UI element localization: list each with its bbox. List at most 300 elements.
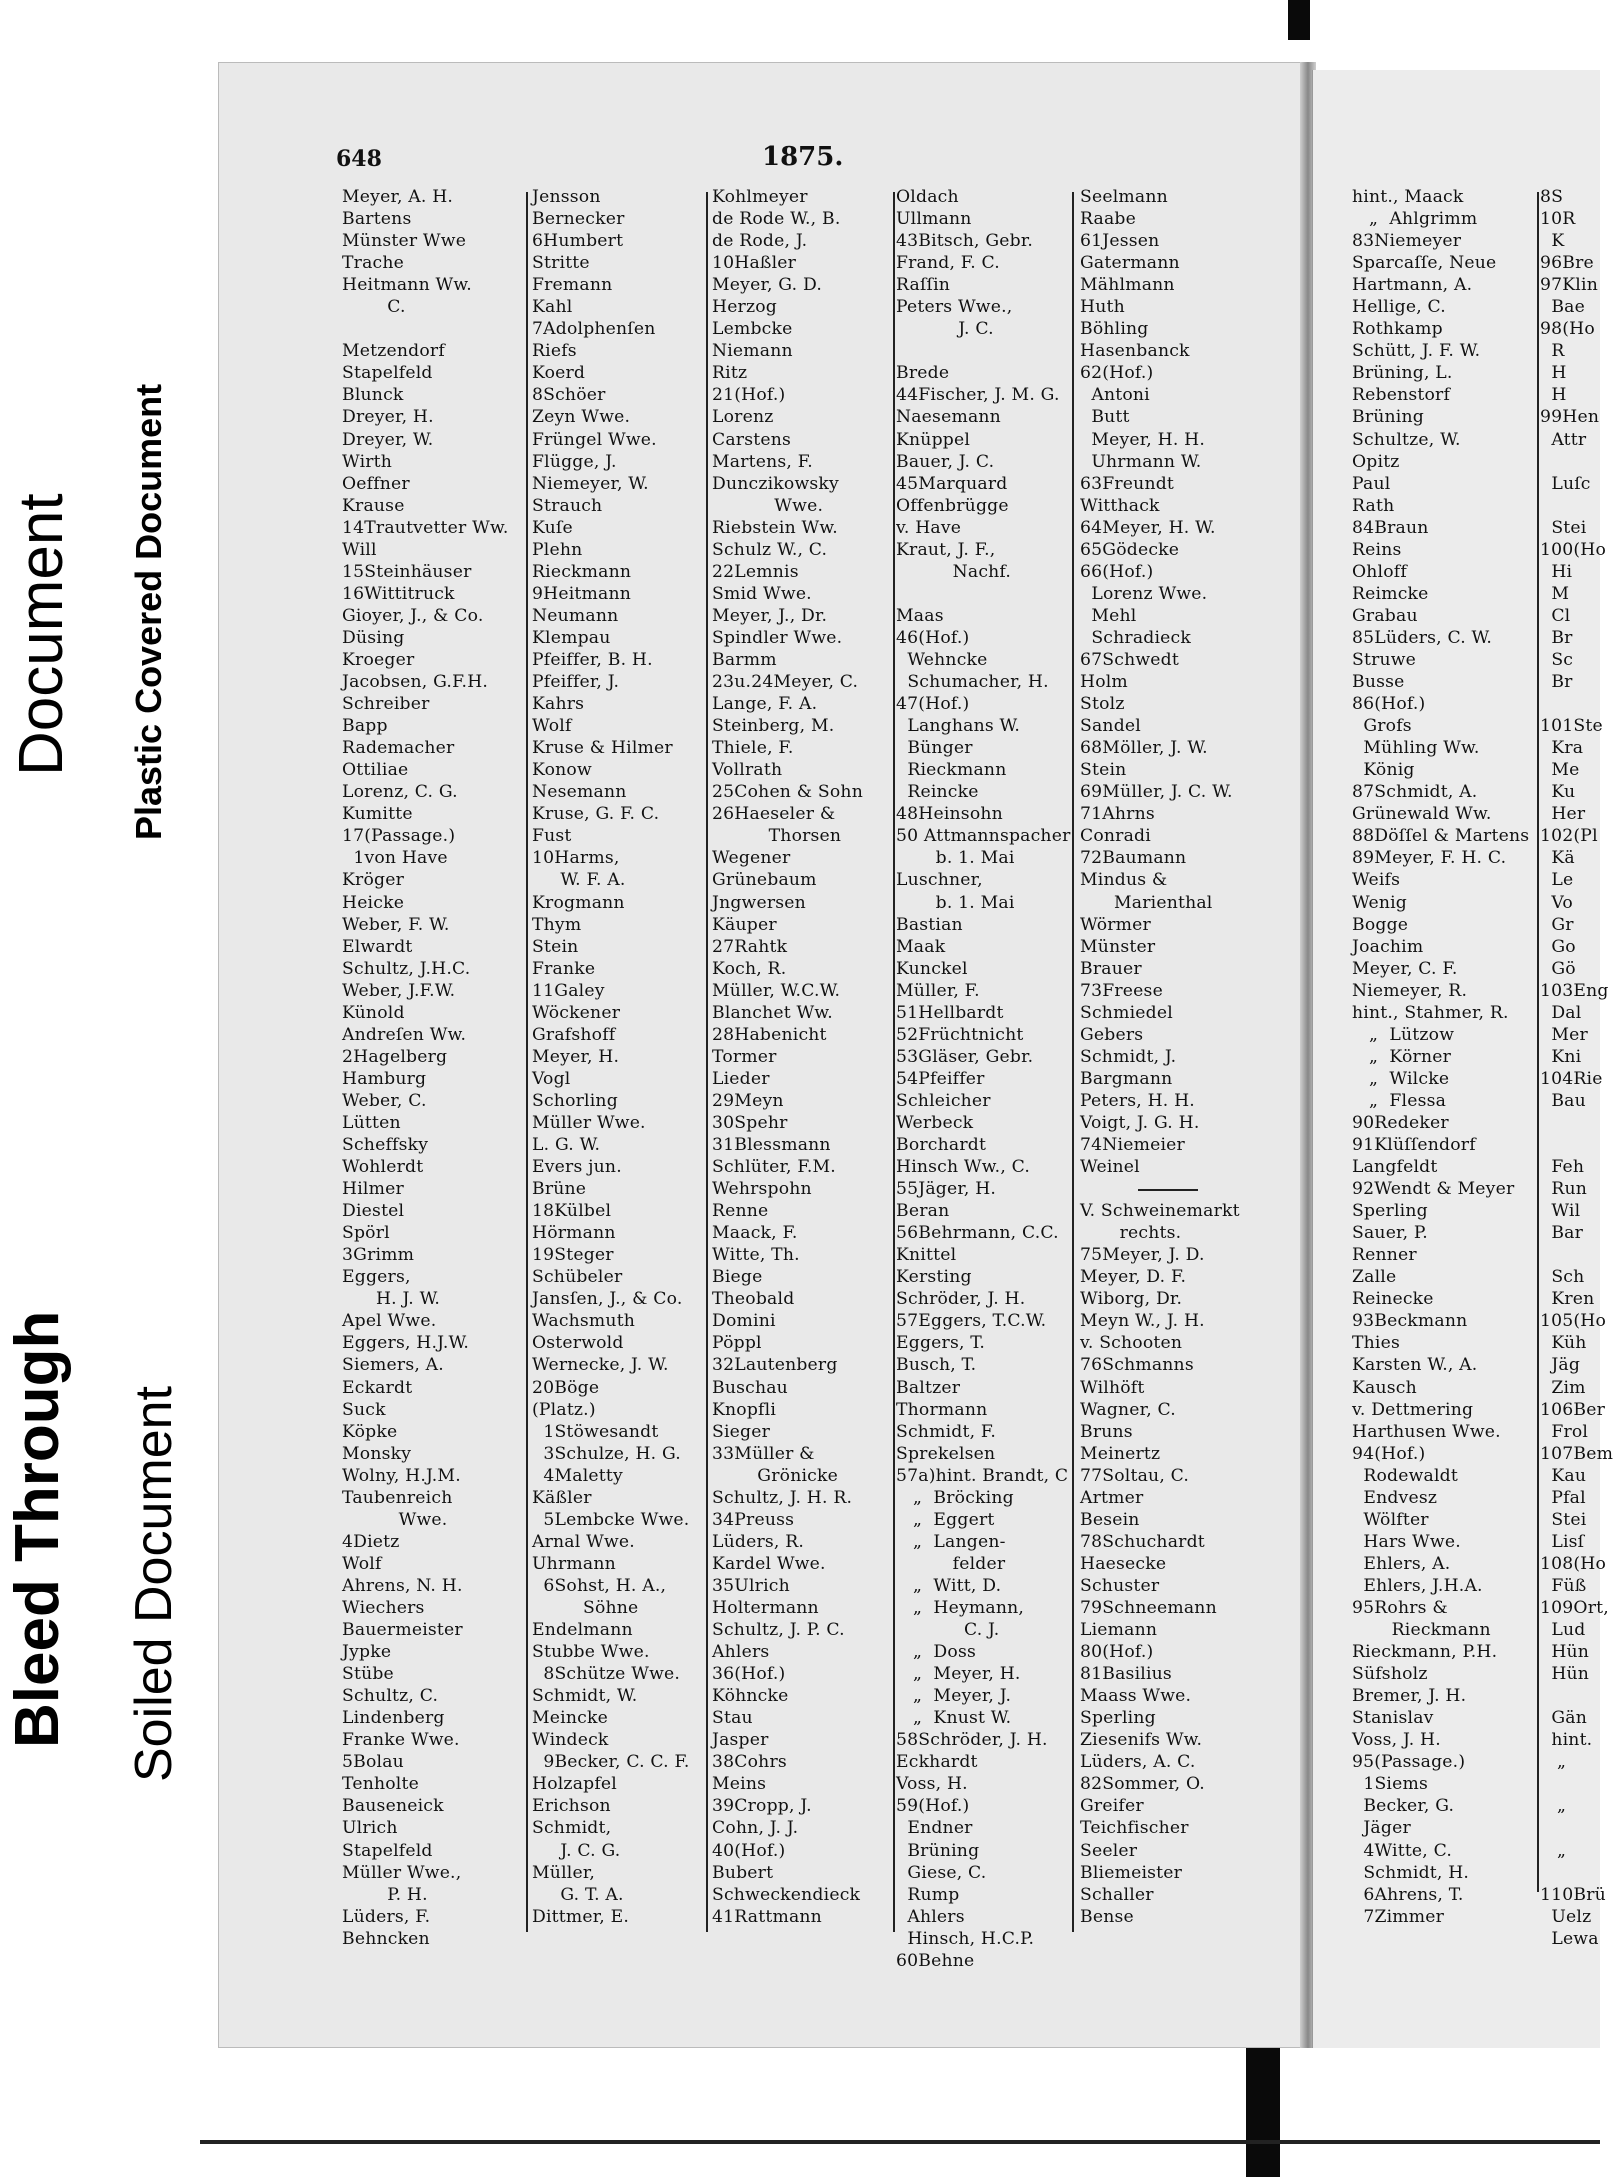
directory-entry: Weifs xyxy=(1352,870,1401,891)
directory-entry: Lud xyxy=(1540,1620,1586,1641)
directory-entry: Ahlers xyxy=(896,1906,965,1927)
directory-entry: Schmidt, H. xyxy=(1352,1862,1470,1883)
directory-entry: Brüning xyxy=(896,1840,980,1861)
directory-entry: Künold xyxy=(342,1002,405,1023)
directory-entry: 16Wittitruck xyxy=(342,583,455,604)
directory-entry: b. 1. Mai xyxy=(896,848,1015,869)
directory-entry: Hörmann xyxy=(532,1223,616,1244)
directory-entry: W. F. A. xyxy=(532,870,626,891)
directory-entry: Naesemann xyxy=(896,407,1001,428)
directory-entry: Sch xyxy=(1540,1267,1585,1288)
directory-entry: Söhne xyxy=(532,1598,639,1618)
directory-entry: Grönicke xyxy=(712,1465,838,1486)
directory-entry: 103Eng xyxy=(1540,980,1609,1001)
directory-entry: Nachf. xyxy=(896,561,1012,582)
directory-entry: 7Adolphenſen xyxy=(532,319,656,340)
directory-entry: Lüders, A. C. xyxy=(1080,1752,1196,1773)
directory-entry: Monsky xyxy=(342,1443,412,1464)
directory-entry: 61Jessen xyxy=(1080,231,1160,252)
directory-entry: Meyer, A. H. xyxy=(342,187,454,207)
directory-entry: Ehlers, A. xyxy=(1352,1553,1451,1574)
directory-entry: Borchardt xyxy=(896,1135,987,1156)
directory-entry: Bae xyxy=(1540,297,1585,318)
bleed-through-label: Bleed Through xyxy=(3,1310,72,1748)
directory-entry: 11Galey xyxy=(532,980,605,1001)
directory-entry: 25Cohen & Sohn xyxy=(712,782,863,803)
directory-entry: Kersting xyxy=(896,1267,972,1288)
directory-entry: 68Möller, J. W. xyxy=(1080,738,1208,759)
directory-entry: Meyn W., J. H. xyxy=(1080,1311,1205,1332)
directory-entry: Wolf xyxy=(342,1553,382,1574)
directory-entry: Buschau xyxy=(712,1377,788,1398)
directory-entry: 91Klüſſendorf xyxy=(1352,1135,1476,1156)
directory-entry: 9Heitmann xyxy=(532,583,631,604)
directory-entry: „ Heymann, xyxy=(896,1598,1025,1618)
directory-entry: Flügge, J. xyxy=(532,451,617,472)
directory-entry: Fust xyxy=(532,826,572,847)
directory-entry: Reins xyxy=(1352,539,1402,560)
directory-entry: felder xyxy=(896,1553,1006,1574)
directory-entry xyxy=(1540,1134,1600,1156)
directory-entry: „ Doss xyxy=(896,1642,976,1663)
directory-entry: Reinecke xyxy=(1352,1289,1434,1310)
directory-entry: Mindus & xyxy=(1080,870,1168,891)
directory-entry: Rieckmann xyxy=(1352,1620,1491,1641)
directory-entry: „ xyxy=(1540,1752,1567,1773)
directory-entry: Sperling xyxy=(1080,1708,1156,1729)
directory-entry: Steinberg, M. xyxy=(712,716,835,737)
directory-entry: 69Müller, J. C. W. xyxy=(1080,782,1233,803)
directory-entry: „ xyxy=(1540,1840,1567,1861)
directory-entry: Theobald xyxy=(712,1289,795,1310)
top-black-bar xyxy=(1288,0,1310,40)
directory-entry: Bartens xyxy=(342,209,412,230)
directory-entry: Münster Wwe xyxy=(342,231,467,252)
directory-entry: 36(Hof.) xyxy=(712,1664,786,1685)
directory-entry: Spindler Wwe. xyxy=(712,627,843,648)
directory-entry: Wegener xyxy=(712,848,791,869)
directory-entry: Schütt, J. F. W. xyxy=(1352,341,1481,362)
directory-entry: „ Meyer, H. xyxy=(896,1664,1021,1685)
directory-entry: Riebstein Ww. xyxy=(712,517,838,538)
directory-entry: Her xyxy=(1540,804,1586,825)
directory-entry: Sieger xyxy=(712,1421,771,1442)
directory-entry: Schreiber xyxy=(342,694,430,715)
directory-entry: rechts. xyxy=(1080,1223,1182,1244)
directory-entry: 51Hellbardt xyxy=(896,1002,1004,1023)
directory-entry: Smid Wwe. xyxy=(712,583,812,604)
directory-entry: Artmer xyxy=(1080,1487,1144,1508)
directory-entry: Blanchet Ww. xyxy=(712,1002,833,1023)
directory-entry: 55Jäger, H. xyxy=(896,1179,997,1200)
directory-entry: 58Schröder, J. H. xyxy=(896,1730,1048,1751)
directory-column-7 xyxy=(1540,186,1613,1950)
directory-entry: Dreyer, H. xyxy=(342,407,434,428)
directory-entry: 31Blessmann xyxy=(712,1135,831,1156)
directory-entry: Gr xyxy=(1540,914,1574,935)
directory-entry: Müller Wwe. xyxy=(532,1112,646,1133)
directory-entry: 40(Hof.) xyxy=(712,1840,786,1861)
directory-entry: Besein xyxy=(1080,1509,1140,1530)
directory-entry: Wernecke, J. W. xyxy=(532,1355,669,1376)
directory-entry: Köpke xyxy=(342,1421,398,1442)
directory-entry: „ Knust W. xyxy=(896,1708,1012,1729)
directory-entry: Eckhardt xyxy=(896,1752,978,1773)
directory-entry: Voigt, J. G. H. xyxy=(1080,1112,1200,1133)
directory-entry: 97Klin xyxy=(1540,275,1598,296)
directory-entry: Dreyer, W. xyxy=(342,429,434,450)
directory-entry: 105(Ho xyxy=(1540,1311,1607,1332)
directory-entry: Konow xyxy=(532,760,592,781)
directory-entry: Br xyxy=(1540,672,1573,693)
directory-entry: 75Meyer, J. D. xyxy=(1080,1245,1205,1266)
directory-entry: Barmm xyxy=(712,649,777,670)
directory-entry: 7Zimmer xyxy=(1352,1906,1445,1927)
directory-entry: Mer xyxy=(1540,1024,1588,1045)
directory-entry: Kahrs xyxy=(532,694,585,715)
directory-entry: Tormer xyxy=(712,1046,777,1067)
directory-entry: Windeck xyxy=(532,1730,609,1751)
directory-entry: Niemeyer, W. xyxy=(532,473,649,494)
directory-column-5 xyxy=(1080,186,1260,1928)
directory-entry: Schmidt, F. xyxy=(896,1421,997,1442)
directory-entry: Wöckener xyxy=(532,1002,621,1023)
directory-entry: Siemers, A. xyxy=(342,1355,444,1376)
directory-entry: Metzendorf xyxy=(342,341,445,362)
directory-entry: Köhncke xyxy=(712,1686,789,1707)
directory-entry: 6Sohst, H. A., xyxy=(532,1575,667,1596)
directory-entry: 96Bre xyxy=(1540,253,1594,274)
directory-entry: Heicke xyxy=(342,892,405,913)
directory-entry: Teichfischer xyxy=(1080,1818,1189,1839)
directory-entry: Kruse, G. F. C. xyxy=(532,804,660,825)
directory-entry: 1Siems xyxy=(1352,1774,1429,1795)
directory-entry: Bruns xyxy=(1080,1421,1133,1442)
directory-entry: 64Meyer, H. W. xyxy=(1080,517,1216,538)
directory-entry: Suck xyxy=(342,1399,386,1420)
directory-entry: Eggers, T. xyxy=(896,1333,986,1354)
directory-entry: 57a)hint. Brandt, C xyxy=(896,1465,1069,1486)
directory-entry: Rieckmann xyxy=(896,760,1007,781)
bottom-edge-bar xyxy=(200,2140,1600,2144)
directory-entry: Holzapfel xyxy=(532,1774,617,1795)
directory-entry: Schultz, C. xyxy=(342,1686,439,1707)
directory-entry: Meinertz xyxy=(1080,1443,1161,1464)
directory-entry: Hars Wwe. xyxy=(1352,1531,1461,1552)
directory-entry: 47(Hof.) xyxy=(896,694,970,715)
directory-entry: Hinsch, H.C.P. xyxy=(896,1928,1035,1949)
directory-entry: Schleicher xyxy=(896,1090,991,1111)
directory-entry: 30Spehr xyxy=(712,1112,788,1133)
directory-entry: Düsing xyxy=(342,627,405,648)
directory-entry: Reimcke xyxy=(1352,583,1429,604)
directory-entry: H. J. W. xyxy=(342,1289,441,1310)
directory-entry: Voss, J. H. xyxy=(1352,1730,1441,1751)
directory-entry: Meyer, C. F. xyxy=(1352,958,1458,979)
directory-entry: Joachim xyxy=(1352,936,1424,957)
directory-entry: 78Schuchardt xyxy=(1080,1531,1205,1552)
directory-entry: Reincke xyxy=(896,782,979,803)
directory-entry: „ xyxy=(1540,1796,1567,1817)
directory-entry: Brüning xyxy=(1352,407,1424,428)
directory-entry: Niemann xyxy=(712,341,793,362)
directory-entry: 101Ste xyxy=(1540,716,1603,737)
directory-entry: Heitmann Ww. xyxy=(342,275,472,296)
directory-entry: Struwe xyxy=(1352,649,1417,670)
directory-entry: Schuster xyxy=(1080,1575,1160,1596)
directory-entry: 62(Hof.) xyxy=(1080,363,1154,384)
directory-entry: Trache xyxy=(342,253,404,274)
directory-entry: Kä xyxy=(1540,848,1575,869)
directory-entry: 93Beckmann xyxy=(1352,1311,1468,1332)
directory-entry: Grabau xyxy=(1352,605,1418,626)
directory-entry: Thym xyxy=(532,914,582,935)
directory-entry: Carstens xyxy=(712,429,792,450)
directory-entry: Huth xyxy=(1080,297,1125,318)
directory-entry: Wolf xyxy=(532,716,572,737)
directory-entry: 3Schulze, H. G. xyxy=(532,1443,681,1464)
directory-entry: Stolz xyxy=(1080,694,1125,715)
directory-entry: Jäger xyxy=(1352,1818,1411,1839)
directory-entry: Böhling xyxy=(1080,319,1149,340)
directory-entry: Wagner, C. xyxy=(1080,1399,1176,1420)
directory-entry: Werbeck xyxy=(896,1112,974,1133)
directory-entry xyxy=(1080,1178,1260,1200)
directory-entry: 26Haeseler & xyxy=(712,804,836,825)
directory-entry: Schultze, W. xyxy=(1352,429,1461,450)
directory-entry: 92Wendt & Meyer xyxy=(1352,1179,1515,1200)
directory-entry: 41Rattmann xyxy=(712,1906,822,1927)
directory-entry: Liemann xyxy=(1080,1620,1158,1641)
directory-entry: Karsten W., A. xyxy=(1352,1355,1478,1376)
directory-entry: Thies xyxy=(1352,1333,1401,1354)
directory-entry: 6Humbert xyxy=(532,231,624,252)
directory-entry: M xyxy=(1540,583,1570,604)
directory-entry: Holtermann xyxy=(712,1598,819,1618)
directory-entry: 67Schwedt xyxy=(1080,649,1179,670)
directory-entry: Vollrath xyxy=(712,760,783,781)
directory-entry: Becker, G. xyxy=(1352,1796,1455,1817)
directory-entry: Meyer, D. F. xyxy=(1080,1267,1187,1288)
directory-entry: 34Preuss xyxy=(712,1509,795,1530)
directory-entry: 23u.24Meyer, C. xyxy=(712,672,859,693)
directory-entry: Bubert xyxy=(712,1862,774,1883)
directory-entry: Busch, T. xyxy=(896,1355,977,1376)
directory-entry: 82Sommer, O. xyxy=(1080,1774,1205,1795)
directory-entry: Mehl xyxy=(1080,605,1137,626)
directory-entry: Conradi xyxy=(1080,826,1151,847)
directory-entry: Endner xyxy=(896,1818,973,1839)
directory-entry: 90Redeker xyxy=(1352,1112,1449,1133)
directory-entry: Kardel Wwe. xyxy=(712,1553,826,1574)
directory-entry: 10Haßler xyxy=(712,253,797,274)
directory-entry: Maas xyxy=(896,605,944,626)
directory-entry: Eggers, xyxy=(342,1267,411,1288)
column-rule xyxy=(526,192,528,1932)
directory-entry: C. J. xyxy=(896,1620,1000,1641)
directory-entry: Küh xyxy=(1540,1333,1587,1354)
directory-entry: Fremann xyxy=(532,275,613,296)
directory-entry: Grafshoff xyxy=(532,1024,616,1045)
directory-entry: 83Niemeyer xyxy=(1352,231,1462,252)
directory-entry: Maak xyxy=(896,936,946,957)
directory-entry: Weber, F. W. xyxy=(342,914,450,935)
directory-entry: Gän xyxy=(1540,1708,1587,1729)
directory-entry: Lange, F. A. xyxy=(712,694,818,715)
directory-entry: Kunckel xyxy=(896,958,968,979)
directory-entry: 77Soltau, C. xyxy=(1080,1465,1190,1486)
directory-entry: Hün xyxy=(1540,1664,1590,1685)
directory-entry: 20Böge xyxy=(532,1377,600,1398)
directory-entry: Schmiedel xyxy=(1080,1002,1173,1023)
directory-entry: Gebers xyxy=(1080,1024,1144,1045)
directory-entry: Seelmann xyxy=(1080,187,1168,207)
directory-entry: 57Eggers, T.C.W. xyxy=(896,1311,1047,1332)
directory-entry: 80(Hof.) xyxy=(1080,1642,1154,1663)
directory-entry: 46(Hof.) xyxy=(896,627,970,648)
directory-column-2 xyxy=(532,186,704,1928)
directory-entry: Meyer, H. H. xyxy=(1080,429,1205,450)
directory-entry: 102(Pl xyxy=(1540,826,1598,847)
directory-entry: Kröger xyxy=(342,870,404,891)
directory-entry: v. Dettmering xyxy=(1352,1399,1474,1420)
directory-entry: Grofs xyxy=(1352,716,1412,737)
directory-entry: Martens, F. xyxy=(712,451,813,472)
directory-entry: Schmidt, J. xyxy=(1080,1046,1177,1067)
directory-entry: 59(Hof.) xyxy=(896,1796,970,1817)
directory-entry: Spörl xyxy=(342,1223,390,1244)
directory-entry: Weber, C. xyxy=(342,1090,427,1111)
directory-entry: Bremer, J. H. xyxy=(1352,1686,1467,1707)
directory-entry: Weinel xyxy=(1080,1157,1140,1178)
directory-entry: Schultz, J.H.C. xyxy=(342,958,471,979)
directory-entry: Weber, J.F.W. xyxy=(342,980,456,1001)
directory-entry: 22Lemnis xyxy=(712,561,799,582)
directory-entry: Ahlers xyxy=(712,1642,770,1663)
directory-entry: Holm xyxy=(1080,672,1128,693)
directory-entry: „ Flessa xyxy=(1352,1090,1447,1111)
directory-entry: 85Lüders, C. W. xyxy=(1352,627,1493,648)
directory-entry: 79Schneemann xyxy=(1080,1598,1217,1618)
directory-entry: Renne xyxy=(712,1201,769,1222)
directory-entry: Pfeiffer, B. H. xyxy=(532,649,653,670)
directory-entry: Erichson xyxy=(532,1796,611,1817)
directory-entry: Pfeiffer, J. xyxy=(532,672,620,693)
directory-entry: 66(Hof.) xyxy=(1080,561,1154,582)
directory-entry: Uhrmann xyxy=(532,1553,616,1574)
directory-entry: Attr xyxy=(1540,429,1587,450)
directory-entry: Wachsmuth xyxy=(532,1311,636,1332)
directory-entry: Opitz xyxy=(1352,451,1400,472)
directory-entry: Hinsch Ww., C. xyxy=(896,1157,1031,1178)
directory-entry xyxy=(342,318,524,340)
directory-entry: Stein xyxy=(1080,760,1127,781)
soiled-document-label: Soiled Document xyxy=(125,1386,183,1782)
directory-entry: Stanislav xyxy=(1352,1708,1434,1729)
directory-entry: Kroeger xyxy=(342,649,415,670)
directory-entry: „ Wilcke xyxy=(1352,1068,1450,1089)
directory-entry: Kra xyxy=(1540,738,1584,759)
directory-entry: Elwardt xyxy=(342,936,413,957)
directory-column-4 xyxy=(896,186,1071,1972)
directory-entry xyxy=(1540,1685,1600,1707)
directory-entry: Thormann xyxy=(896,1399,988,1420)
directory-entry: Rieckmann, P.H. xyxy=(1352,1642,1498,1663)
directory-entry: Greifer xyxy=(1080,1796,1144,1817)
directory-entry: Krogmann xyxy=(532,892,625,913)
directory-entry: 1Stöwesandt xyxy=(532,1421,659,1442)
directory-entry: Wehrspohn xyxy=(712,1179,812,1200)
directory-entry: 99Hen xyxy=(1540,407,1600,428)
directory-entry: Haesecke xyxy=(1080,1553,1167,1574)
directory-entry: Pöppl xyxy=(712,1333,762,1354)
directory-entry: Meins xyxy=(712,1774,767,1795)
directory-entry: Hartmann, A. xyxy=(1352,275,1473,296)
directory-entry: Mählmann xyxy=(1080,275,1175,296)
directory-entry: Diestel xyxy=(342,1201,405,1222)
directory-entry: Stein xyxy=(532,936,579,957)
directory-entry: 8Schütze Wwe. xyxy=(532,1664,681,1685)
directory-entry: Nesemann xyxy=(532,782,627,803)
directory-entry: Bernecker xyxy=(532,209,625,230)
directory-entry: 4Witte, C. xyxy=(1352,1840,1453,1861)
directory-entry: „ Langen- xyxy=(896,1531,1006,1552)
directory-entry: 104Rie xyxy=(1540,1068,1603,1089)
directory-entry: Wehncke xyxy=(896,649,988,670)
page-number: 648 xyxy=(336,146,382,172)
directory-entry: 8Schöer xyxy=(532,385,606,406)
directory-entry: Jngwersen xyxy=(712,892,806,913)
directory-entry: Langfeldt xyxy=(1352,1157,1438,1178)
directory-entry: Rath xyxy=(1352,495,1395,516)
directory-entry: Strauch xyxy=(532,495,603,516)
directory-entry: Lüders, F. xyxy=(342,1906,431,1927)
directory-entry: 53Gläser, Gebr. xyxy=(896,1046,1034,1067)
directory-entry: Seeler xyxy=(1080,1840,1138,1861)
directory-entry: Neumann xyxy=(532,605,619,626)
document-label: Document xyxy=(7,493,76,776)
directory-entry: Münster xyxy=(1080,936,1156,957)
directory-entry: Kausch xyxy=(1352,1377,1417,1398)
directory-entry: Stubbe Wwe. xyxy=(532,1642,650,1663)
directory-entry: Käuper xyxy=(712,914,777,935)
directory-entry: Gö xyxy=(1540,958,1576,979)
directory-entry: 10Harms, xyxy=(532,848,620,869)
directory-entry: Kau xyxy=(1540,1465,1587,1486)
directory-entry: Stapelfeld xyxy=(342,1840,433,1861)
directory-entry: 33Müller & xyxy=(712,1443,815,1464)
year-heading: 1875. xyxy=(762,142,844,172)
directory-entry: 56Behrmann, C.C. xyxy=(896,1223,1059,1244)
directory-entry xyxy=(1540,451,1600,473)
directory-entry: Schultz, J. P. C. xyxy=(712,1620,845,1641)
directory-entry: Brauer xyxy=(1080,958,1142,979)
directory-entry: „ Meyer, J. xyxy=(896,1686,1012,1707)
directory-entry: Wilhöft xyxy=(1080,1377,1145,1398)
directory-entry: 43Bitsch, Gebr. xyxy=(896,231,1034,252)
directory-entry: Mühling Ww. xyxy=(1352,738,1480,759)
directory-entry: Stübe xyxy=(342,1664,394,1685)
directory-entry: J. C. xyxy=(896,319,994,340)
directory-entry: b. 1. Mai xyxy=(896,892,1015,913)
directory-entry: Sauer, P. xyxy=(1352,1223,1428,1244)
directory-entry: (Platz.) xyxy=(532,1399,596,1420)
directory-entry: R xyxy=(1540,341,1565,362)
directory-entry: Renner xyxy=(1352,1245,1417,1266)
directory-entry xyxy=(1540,1244,1600,1266)
directory-entry: de Rode W., B. xyxy=(712,209,841,230)
directory-entry: Behncken xyxy=(342,1928,430,1949)
